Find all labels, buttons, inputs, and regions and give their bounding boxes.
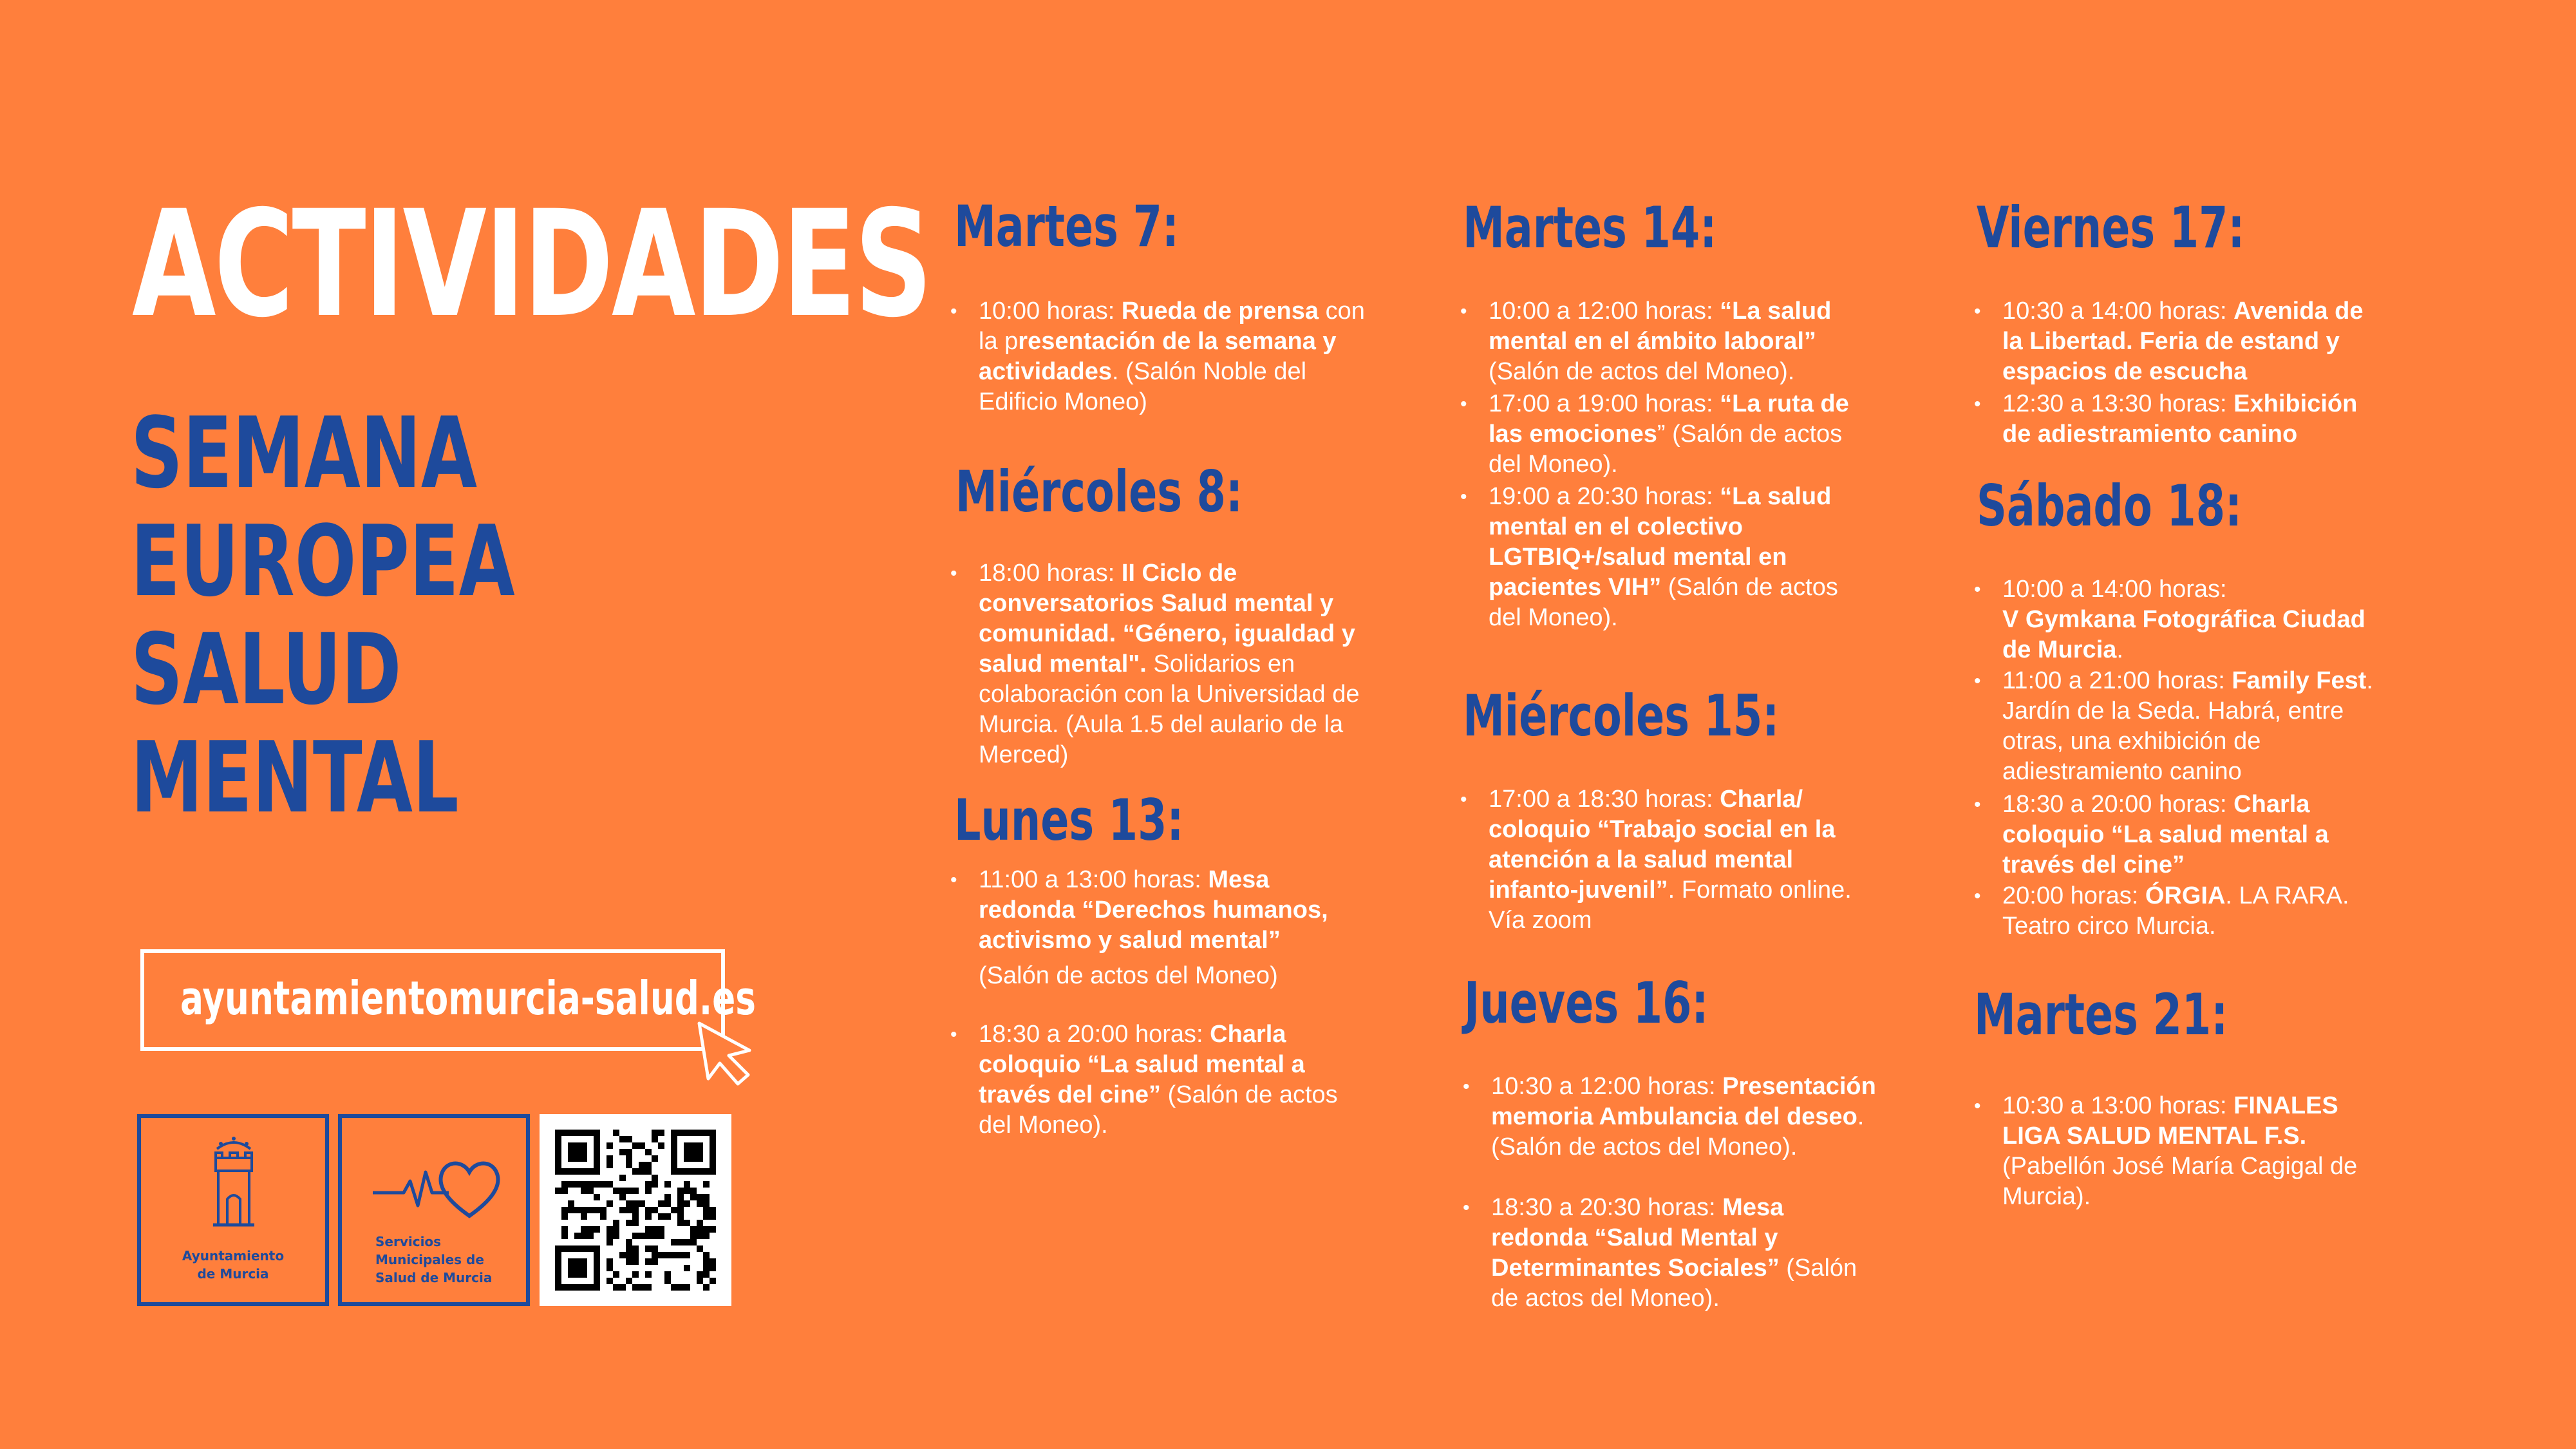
qr-code-icon: [555, 1130, 716, 1291]
day-heading: Martes 21:: [1974, 981, 2228, 1048]
day-heading: Lunes 13:: [954, 787, 1184, 853]
day-heading: Martes 14:: [1463, 194, 1717, 261]
activity-item: • 18:00 horas: II Ciclo de conversatorios Salud mental y comunidad. “Género, igualdad y salud mental". Solidarios en colaboración con la Universidad de Murcia. (Aula 1.5 del aulario de la Merced): [979, 558, 1365, 770]
cursor-pointer-icon: [694, 1019, 765, 1090]
activity-item: • 10:00 a 12:00 horas: “La salud mental en el ámbito laboral” (Salón de actos del Moneo).: [1489, 296, 1875, 387]
day-heading: Martes 7:: [954, 193, 1179, 260]
page-title: ACTIVIDADES: [132, 178, 931, 350]
website-link[interactable]: [140, 949, 756, 1051]
qr-code[interactable]: [540, 1114, 731, 1306]
tower-crest-icon: [208, 1135, 259, 1231]
activity-item: • 18:30 a 20:00 horas: Charla coloquio “La salud mental a través del cine” (Salón de actos del Moneo).: [979, 1019, 1365, 1141]
activity-item: • 10:30 a 13:00 horas: FINALES LIGA SALUD MENTAL F.S. (Pabellón José María Cagigal de Murcia).: [2002, 1091, 2389, 1212]
activity-item: • 19:00 a 20:30 horas: “La salud mental en el colectivo LGTBIQ+/salud mental en pacientes VIH” (Salón de actos del Moneo).: [1489, 482, 1875, 633]
activity-item: • 20:00 horas: ÓRGIA. LA RARA. Teatro circo Murcia.: [2002, 881, 2389, 942]
logo-caption-line: Servicios: [375, 1234, 442, 1249]
event-name-line: SEMANA: [131, 396, 478, 510]
activity-item: • 18:30 a 20:30 horas: Mesa redonda “Salud Mental y Determinantes Sociales” (Salón de actos del Moneo).: [1491, 1193, 1877, 1314]
website-url[interactable]: ayuntamientomurcia-salud.es: [180, 971, 756, 1025]
event-name-line: SALUD: [131, 612, 402, 726]
activity-item: • 12:30 a 13:30 horas: Exhibición de adiestramiento canino: [2002, 389, 2389, 450]
activity-item: • 10:00 a 14:00 horas: V Gymkana Fotográfica Ciudad de Murcia.: [2002, 574, 2389, 665]
day-heading: Miércoles 15:: [1463, 683, 1780, 749]
day-heading: Viernes 17:: [1977, 194, 2245, 261]
activity-item: • 10:00 horas: Rueda de prensa con la presentación de la semana y actividades. (Salón Noble del Edificio Moneo): [979, 296, 1365, 417]
ayuntamiento-logo: [137, 1114, 329, 1306]
activity-item: • 10:30 a 14:00 horas: Avenida de la Libertad. Feria de estand y espacios de escucha: [2002, 296, 2389, 387]
logo-caption-line: de Murcia: [197, 1266, 269, 1282]
activity-item: • 18:30 a 20:00 horas: Charla coloquio “La salud mental a través del cine”: [2002, 790, 2389, 880]
servicios-salud-logo: [338, 1114, 530, 1306]
logo-caption-line: Ayuntamiento: [182, 1248, 285, 1264]
activity-item: • 17:00 a 19:00 horas: “La ruta de las emociones” (Salón de actos del Moneo).: [1489, 389, 1875, 480]
activity-item: • 17:00 a 18:30 horas: Charla/ coloquio “Trabajo social en la atención a la salud mental infanto-juvenil”. Formato online. Vía zoom: [1489, 784, 1875, 936]
logo-caption-line: Salud de Murcia: [375, 1270, 493, 1285]
day-heading: Miércoles 8:: [955, 459, 1243, 525]
activity-item: • 11:00 a 21:00 horas: Family Fest. Jardín de la Seda. Habrá, entre otras, una exhibición de adiestramiento canino: [2002, 666, 2389, 787]
logo-caption-line: Municipales de: [375, 1252, 484, 1267]
day-heading: Sábado 18:: [1977, 473, 2242, 539]
event-name: [131, 396, 515, 835]
event-name-line: EUROPEA: [131, 504, 515, 618]
activity-item: • 10:30 a 12:00 horas: Presentación memoria Ambulancia del deseo. (Salón de actos del Moneo).: [1491, 1072, 1877, 1162]
activity-item: • 11:00 a 13:00 horas: Mesa redonda “Derechos humanos, activismo y salud mental” (Salón de actos del Moneo): [979, 865, 1365, 991]
day-heading: Jueves 16:: [1464, 970, 1709, 1036]
event-name-line: MENTAL: [131, 721, 459, 835]
heart-pulse-icon: [373, 1153, 508, 1224]
